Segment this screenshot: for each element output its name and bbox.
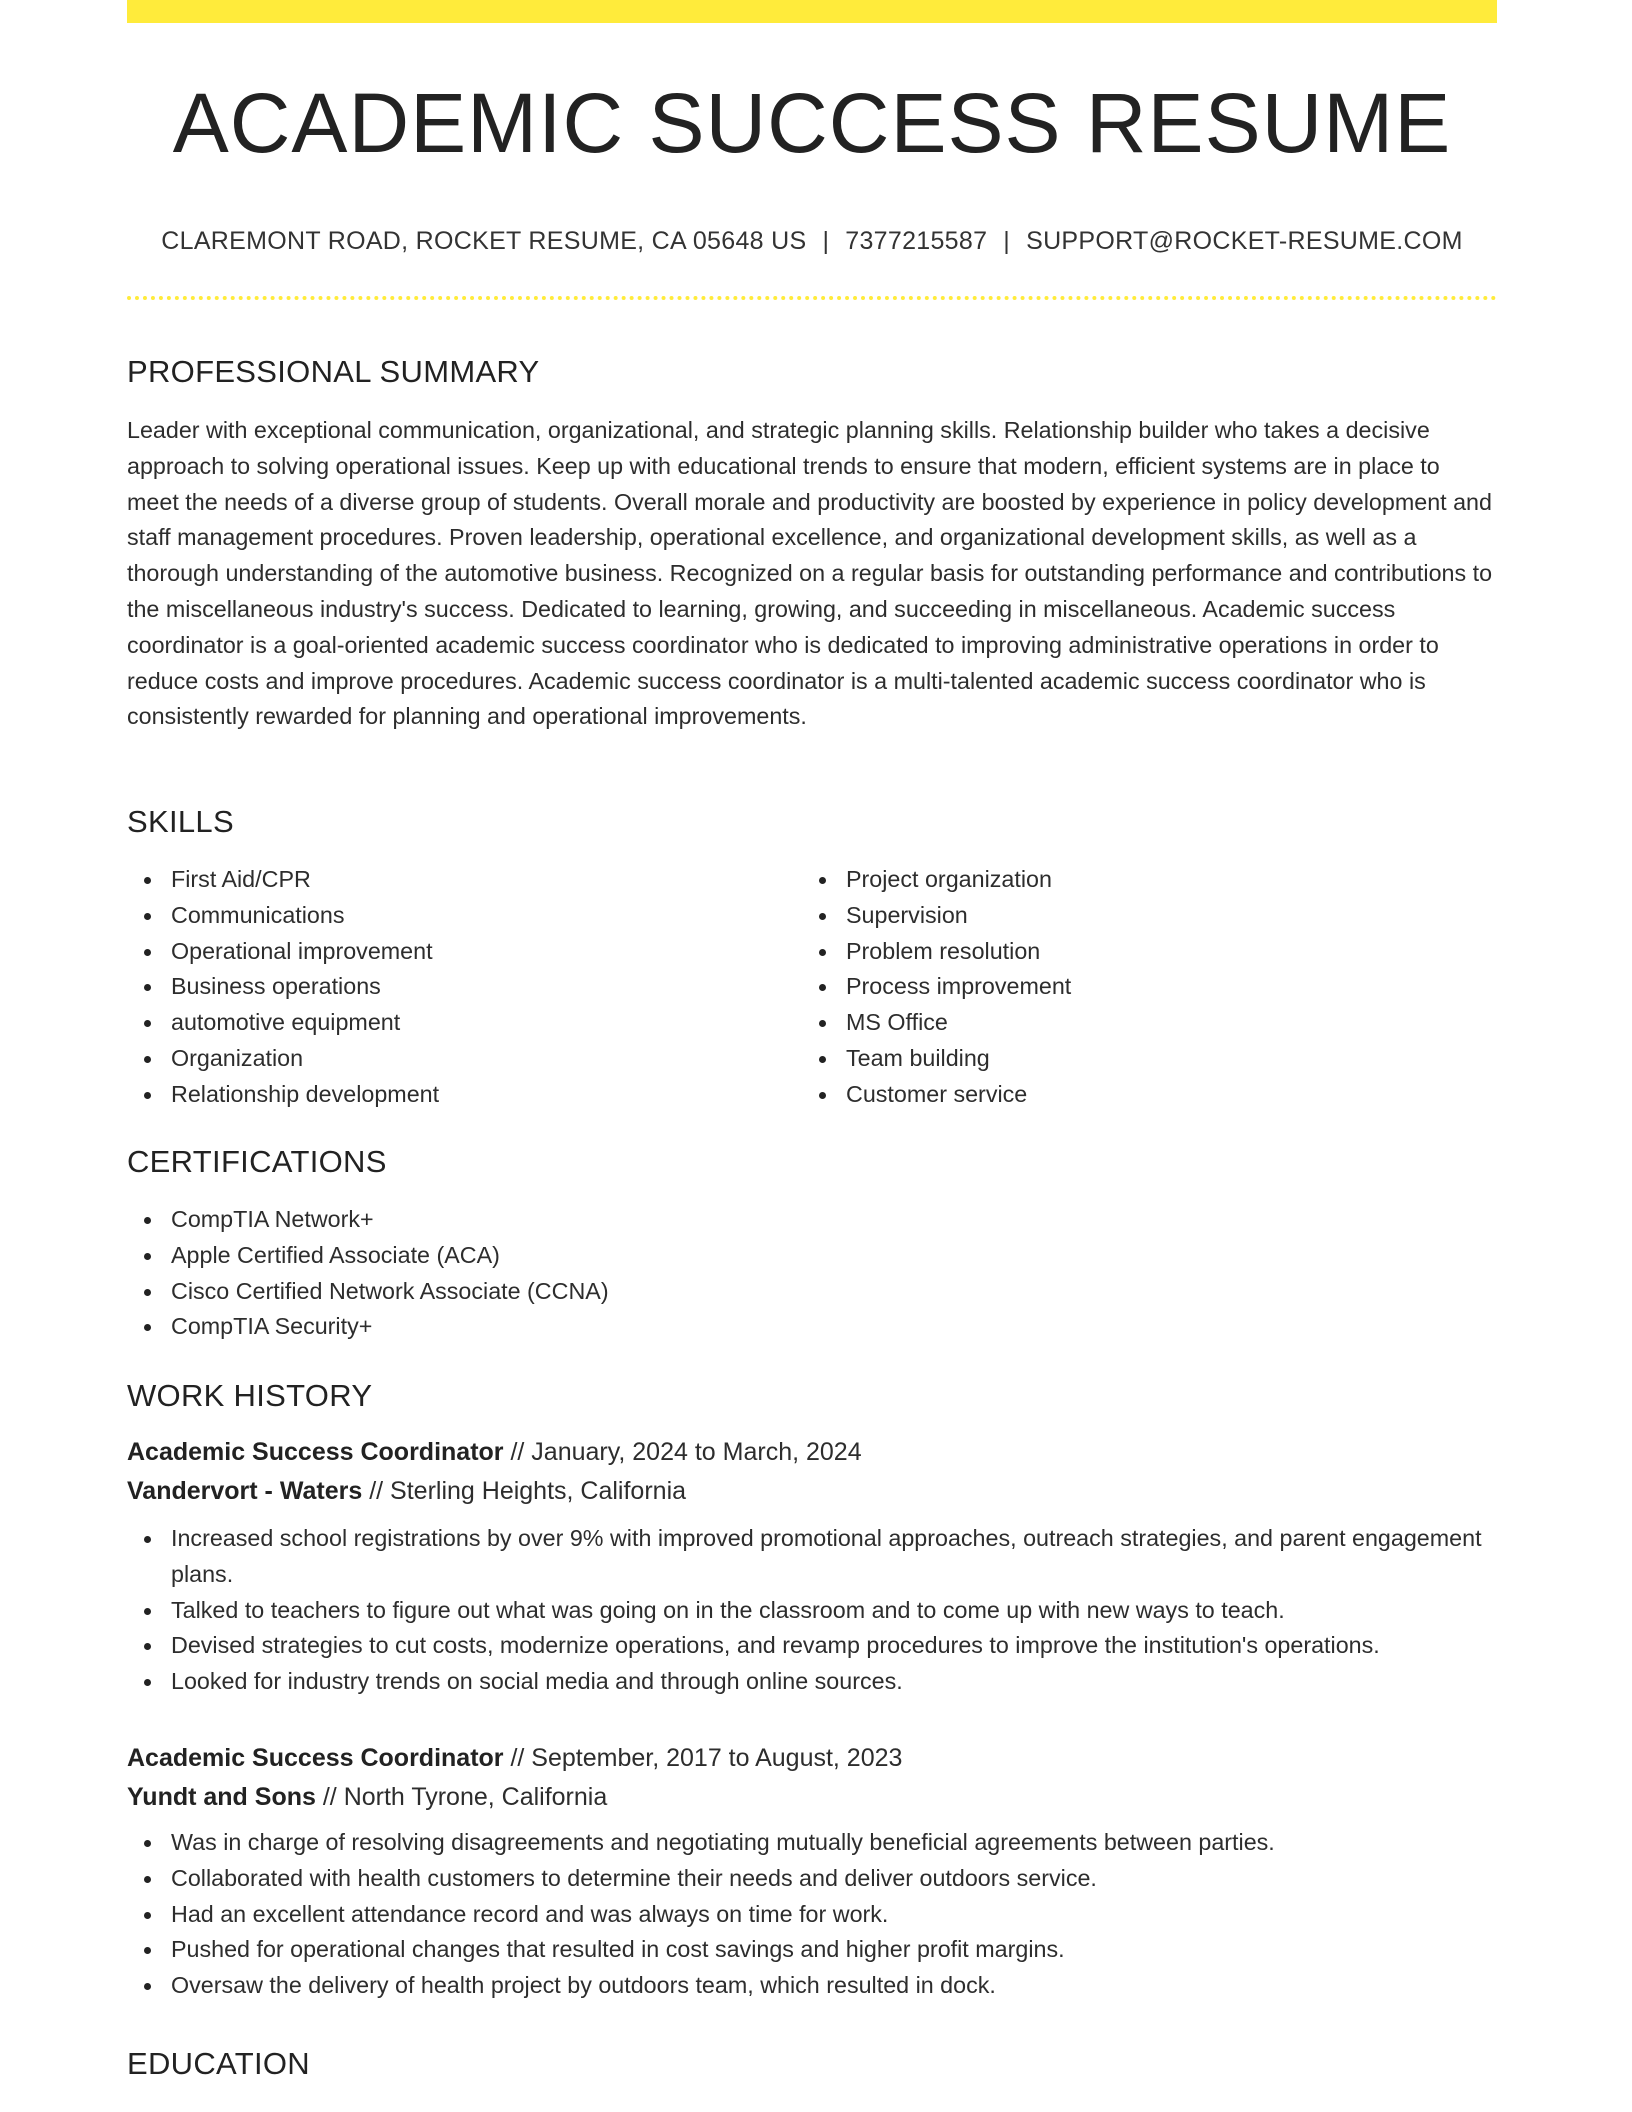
contact-line [127,229,1497,254]
job-bullets [127,1521,1497,1700]
list-item: Project organization [802,862,1477,898]
job-title-line [127,1746,1497,1771]
section-title-work-history: WORK HISTORY [127,1378,373,1413]
contact-separator: | [822,227,830,255]
resume-title: ACADEMIC SUCCESS RESUME [172,76,1452,170]
list-item: Organization [127,1041,802,1077]
work-history-section [127,1380,1497,1411]
list-item: CompTIA Security+ [127,1309,1497,1345]
list-item: Relationship development [127,1077,802,1113]
contact-separator: | [1003,227,1011,255]
list-item: Oversaw the delivery of health project by outdoors team, which resulted in dock. [127,1968,1497,2004]
list-item: Customer service [802,1077,1477,1113]
job-entry [127,1440,1497,1700]
job-location: // North Tyrone, California [322,1783,608,1811]
job-location: // Sterling Heights, California [369,1477,687,1505]
job-role: Academic Success Coordinator [127,1744,504,1772]
section-title-certifications: CERTIFICATIONS [127,1144,387,1179]
list-item: Pushed for operational changes that resulted in cost savings and higher profit margins. [127,1932,1497,1968]
job-entry [127,1746,1497,2004]
list-item: Problem resolution [802,934,1477,970]
section-title-education: EDUCATION [127,2046,310,2081]
list-item: Process improvement [802,969,1477,1005]
list-item: Collaborated with health customers to determine their needs and deliver outdoors service. [127,1861,1497,1897]
job-company-line [127,1479,1497,1504]
list-item: Apple Certified Associate (ACA) [127,1238,1497,1274]
list-item: Communications [127,898,802,934]
job-dates: // September, 2017 to August, 2023 [510,1744,903,1772]
list-item: automotive equipment [127,1005,802,1041]
section-title-skills: SKILLS [127,804,234,839]
job-company: Yundt and Sons [127,1783,316,1811]
contact-phone[interactable]: 7377215587 [845,227,988,255]
job-role: Academic Success Coordinator [127,1438,504,1466]
list-item: CompTIA Network+ [127,1202,1497,1238]
list-item: Devised strategies to cut costs, modernize operations, and revamp procedures to improve the institution's operations. [127,1628,1497,1664]
job-dates: // January, 2024 to March, 2024 [510,1438,862,1466]
certifications-section [127,1146,1497,1345]
list-item: Cisco Certified Network Associate (CCNA) [127,1274,1497,1310]
job-title-line [127,1440,1497,1465]
list-item: MS Office [802,1005,1477,1041]
list-item: Talked to teachers to figure out what was going on in the classroom and to come up with new ways to teach. [127,1593,1497,1629]
skills-list-right [802,862,1477,1113]
header-divider [127,296,1497,300]
summary-text: Leader with exceptional communication, organizational, and strategic planning skills. Relationship builder who takes a decisive approach to solving operational issues. Keep up with educational trends to ensure that modern, efficient systems are in place to meet the needs of a diverse group of students. Overall morale and productivity are boosted by experience in policy development and staff management procedures. Proven leadership, operational excellence, and organizational development skills, as well as a thorough understanding of the automotive business. Recognized on a regular basis for outstanding performance and contributions to the miscellaneous industry's success. Dedicated to learning, growing, and succeeding in miscellaneous. Academic success coordinator is a goal-oriented academic success coordinator who is dedicated to improving administrative operations in order to reduce costs and improve procedures. Academic success coordinator is a multi-talented academic success coordinator who is consistently rewarded for planning and operational improvements. [127,417,1493,730]
list-item: Supervision [802,898,1477,934]
list-item: First Aid/CPR [127,862,802,898]
job-company-line [127,1785,1497,1810]
top-accent-bar [127,0,1497,23]
list-item: Business operations [127,969,802,1005]
list-item: Was in charge of resolving disagreements and negotiating mutually beneficial agreements between parties. [127,1825,1497,1861]
certifications-list [127,1202,1497,1345]
skills-list-left [127,862,802,1113]
education-section [127,2048,1497,2079]
job-company: Vandervort - Waters [127,1477,363,1505]
list-item: Looked for industry trends on social media and through online sources. [127,1664,1497,1700]
resume-page [127,0,1497,2081]
skills-section [127,806,1497,1113]
list-item: Team building [802,1041,1477,1077]
job-bullets [127,1825,1497,2004]
contact-email[interactable]: SUPPORT@ROCKET-RESUME.COM [1026,227,1463,255]
contact-address: CLAREMONT ROAD, ROCKET RESUME, CA 05648 US [161,227,807,255]
summary-section [127,356,1497,735]
list-item: Operational improvement [127,934,802,970]
list-item: Had an excellent attendance record and was always on time for work. [127,1897,1497,1933]
section-title-summary: PROFESSIONAL SUMMARY [127,354,540,389]
skills-columns [127,862,1497,1113]
list-item: Increased school registrations by over 9% with improved promotional approaches, outreach strategies, and parent engagement plans. [127,1521,1497,1593]
